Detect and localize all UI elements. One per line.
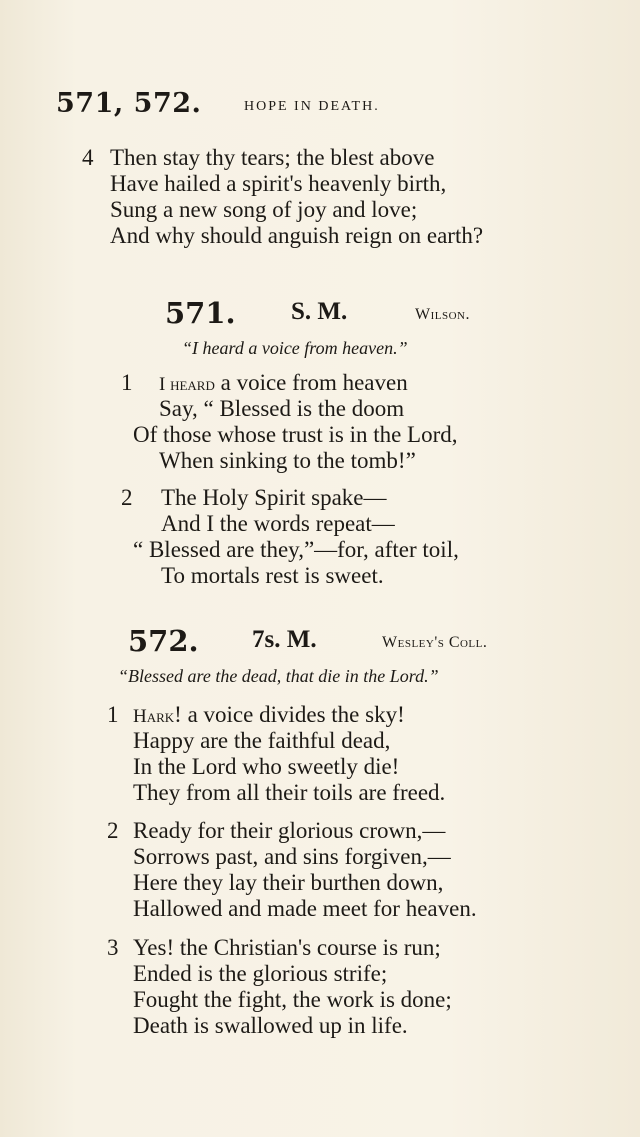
hymn-number: 571. <box>165 296 236 330</box>
verse-number: 3 <box>107 935 119 960</box>
verse-line: Fought the fight, the work is done; <box>133 987 452 1012</box>
verse-number: 2 <box>107 818 119 843</box>
hymn-571-epigraph: “I heard a voice from heaven.” <box>182 338 408 358</box>
verse-line: Sung a new song of joy and love; <box>110 197 418 222</box>
verse-line: And why should anguish reign on earth? <box>110 223 484 248</box>
verse-line: Sorrows past, and sins forgiven,— <box>133 844 451 869</box>
verse-line: “ Blessed are they,”—for, after toil, <box>133 537 459 562</box>
verse-number: 2 <box>121 485 133 510</box>
running-head-title: HOPE IN DEATH. <box>244 99 380 114</box>
verse-number: 4 <box>82 145 94 170</box>
verse-line: Then stay thy tears; the blest above <box>110 145 435 170</box>
hymn-meter: S. M. <box>291 298 348 325</box>
verse-line: Have hailed a spirit's heavenly birth, <box>110 171 447 196</box>
verse-number: 1 <box>121 370 133 395</box>
verse-line: Hallowed and made meet for heaven. <box>133 896 477 921</box>
hymn-571-header <box>165 296 640 330</box>
verse-line <box>159 370 408 398</box>
verse-number: 1 <box>107 702 119 727</box>
verse-initial-word: I heard <box>159 374 215 395</box>
hymn-number: 572. <box>128 624 199 658</box>
verse-line-rest: a voice from heaven <box>214 370 408 395</box>
verse-line: Here they lay their burthen down, <box>133 870 444 895</box>
verse-line: In the Lord who sweetly die! <box>133 754 400 779</box>
verse-line: And I the words repeat— <box>161 511 395 536</box>
verse-line-rest: ! a voice divides the sky! <box>174 702 405 727</box>
verse-line: When sinking to the tomb!” <box>159 448 416 473</box>
verse-line: Ready for their glorious crown,— <box>133 818 446 843</box>
hymn-meter: 7s. M. <box>252 626 317 653</box>
verse-line: To mortals rest is sweet. <box>161 563 384 588</box>
verse-line: They from all their toils are freed. <box>133 780 446 805</box>
verse-line: Say, “ Blessed is the doom <box>159 396 405 421</box>
verse-line: Of those whose trust is in the Lord, <box>133 422 458 447</box>
verse-initial-word: Hark <box>133 706 175 727</box>
hymn-572-header <box>128 624 608 658</box>
hymn-tune: Wesley's Coll. <box>382 634 488 651</box>
verse-line: The Holy Spirit spake— <box>161 485 387 510</box>
verse-line: Yes! the Christian's course is run; <box>133 935 441 960</box>
running-head <box>56 88 576 128</box>
hymn-tune: Wilson. <box>415 306 470 323</box>
verse-line: Death is swallowed up in life. <box>133 1013 408 1038</box>
running-head-hymn-numbers: 571, 572. <box>56 88 202 119</box>
hymn-572-epigraph: “Blessed are the dead, that die in the Lord.” <box>118 666 439 686</box>
verse-line: Happy are the faithful dead, <box>133 728 391 753</box>
verse-line: Ended is the glorious strife; <box>133 961 388 986</box>
verse-line <box>133 702 405 730</box>
